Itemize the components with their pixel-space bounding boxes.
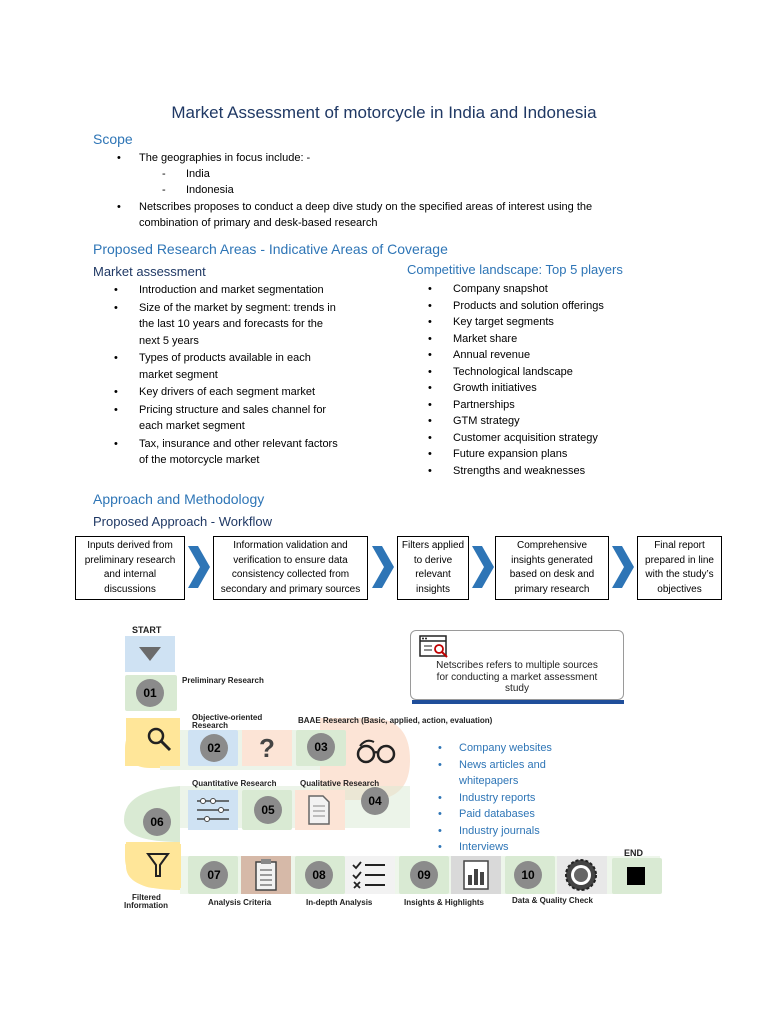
workflow-step-4: Comprehensive insights generated based on desk and primary research: [495, 536, 609, 600]
scope-bullet-1-dot: •: [117, 152, 121, 164]
market-assessment-list: [114, 282, 384, 469]
scope-geo-intro: The geographies in focus include: -: [139, 152, 311, 164]
clipboard-icon: [254, 858, 278, 892]
sources-callout-underline: [412, 700, 624, 704]
comp-item: • Growth initiatives: [428, 380, 668, 397]
ma-item: • Key drivers of each segment market: [114, 384, 384, 401]
browser-search-icon: [419, 634, 451, 660]
step-03-badge: 03: [307, 733, 335, 761]
step-06-label-2: Information: [124, 901, 168, 910]
scope-heading: Scope: [93, 131, 133, 147]
step-04-badge: 04: [361, 787, 389, 815]
step-02-badge: 02: [200, 734, 228, 762]
step-09-badge: 09: [410, 861, 438, 889]
chevron-right-icon: [472, 546, 494, 588]
source-item: • Interviews: [438, 839, 552, 856]
step-03-label: BAAE Research (Basic, applied, action, evaluation): [298, 716, 493, 725]
comp-item: • Future expansion plans: [428, 446, 668, 463]
comp-item: • Company snapshot: [428, 281, 668, 298]
triangle-down-icon: [139, 647, 161, 661]
geo-dash-2: -: [162, 184, 166, 196]
step-08-badge: 08: [305, 861, 333, 889]
workflow-step-5: Final report prepared in line with the study’s objectives: [637, 536, 722, 600]
step-08-label: In-depth Analysis: [306, 898, 373, 907]
geo-dash-1: -: [162, 168, 166, 180]
page-title: Market Assessment of motorcycle in India and Indonesia: [171, 103, 597, 122]
search-icon: [146, 726, 172, 752]
research-areas-heading: Proposed Research Areas - Indicative Areas of Coverage: [93, 241, 448, 257]
workflow-heading: Proposed Approach - Workflow: [93, 514, 272, 529]
document-icon: [307, 794, 331, 826]
report-chart-icon: [462, 859, 490, 891]
step-02-label-2: Research: [192, 721, 229, 730]
question-icon: ?: [242, 730, 292, 766]
comp-item: • Technological landscape: [428, 364, 668, 381]
step-01-badge: 01: [136, 679, 164, 707]
ma-item: • Pricing structure and sales channel for each market segment: [114, 402, 384, 435]
market-assessment-heading: Market assessment: [93, 264, 206, 279]
comp-item: • Market share: [428, 331, 668, 348]
comp-item: • GTM strategy: [428, 413, 668, 430]
chevron-right-icon: [612, 546, 634, 588]
stop-square-icon: [627, 867, 645, 885]
glasses-icon: [356, 736, 398, 766]
start-label: START: [132, 625, 162, 635]
filter-icon: [146, 852, 170, 878]
geo-indonesia: Indonesia: [186, 184, 234, 196]
source-item: • Paid databases: [438, 806, 552, 823]
scope-proposal-line1: Netscribes proposes to conduct a deep dive study on the specified areas of interest using the: [139, 201, 593, 213]
competitive-heading: Competitive landscape: Top 5 players: [407, 262, 623, 277]
end-label: END: [624, 848, 644, 858]
step-04-label: Qualitative Research: [300, 779, 380, 788]
sliders-icon: [195, 796, 231, 824]
source-item: • Industry journals: [438, 823, 552, 840]
ma-item: • Introduction and market segmentation: [114, 282, 384, 299]
scope-bullet-2-dot: •: [117, 201, 121, 213]
step-06-badge: 06: [143, 808, 171, 836]
source-item: • Company websites: [438, 740, 552, 757]
comp-item: • Customer acquisition strategy: [428, 430, 668, 447]
step-05-badge: 05: [254, 796, 282, 824]
chevron-right-icon: [372, 546, 394, 588]
source-item-cont: whitepapers: [459, 775, 519, 787]
step-01-label: Preliminary Research: [182, 676, 264, 685]
geo-india: India: [186, 168, 210, 180]
comp-item: • Partnerships: [428, 397, 668, 414]
scope-proposal-line2: combination of primary and desk-based research: [139, 217, 378, 229]
ma-item: • Types of products available in each market segment: [114, 350, 384, 383]
step-10-badge: 10: [514, 861, 542, 889]
workflow-step-3: Filters applied to derive relevant insights: [397, 536, 469, 600]
comp-item: • Key target segments: [428, 314, 668, 331]
sources-list: [438, 740, 552, 856]
chevron-right-icon: [188, 546, 210, 588]
ma-item: • Tax, insurance and other relevant factors of the motorcycle market: [114, 436, 384, 469]
step-02-label-1: Objective-oriented: [192, 713, 263, 722]
comp-item: • Annual revenue: [428, 347, 668, 364]
workflow-step-2: Information validation and verification to ensure data consistency collected from secondary and primary sources: [213, 536, 368, 600]
comp-item: • Strengths and weaknesses: [428, 463, 668, 480]
comp-item: • Products and solution offerings: [428, 298, 668, 315]
step-05-label: Quantitative Research: [192, 779, 277, 788]
checklist-icon: [352, 860, 388, 890]
ma-item: • Size of the market by segment: trends in the last 10 years and forecasts for the next 5 years: [114, 300, 384, 350]
step-09-label: Insights & Highlights: [404, 898, 484, 907]
step-06-label-1: Filtered: [132, 893, 161, 902]
step-07-badge: 07: [200, 861, 228, 889]
quality-seal-icon: [563, 858, 599, 892]
workflow-step-1: Inputs derived from preliminary research and internal discussions: [75, 536, 185, 600]
approach-heading: Approach and Methodology: [93, 491, 265, 507]
sources-callout-text: Netscribes refers to multiple sources for conducting a market assessment study: [436, 660, 598, 694]
source-item: • Industry reports: [438, 790, 552, 807]
step-10-label: Data & Quality Check: [512, 896, 593, 905]
source-item: • News articles and: [438, 757, 552, 774]
step-07-label: Analysis Criteria: [208, 898, 272, 907]
competitive-list: [428, 281, 668, 479]
